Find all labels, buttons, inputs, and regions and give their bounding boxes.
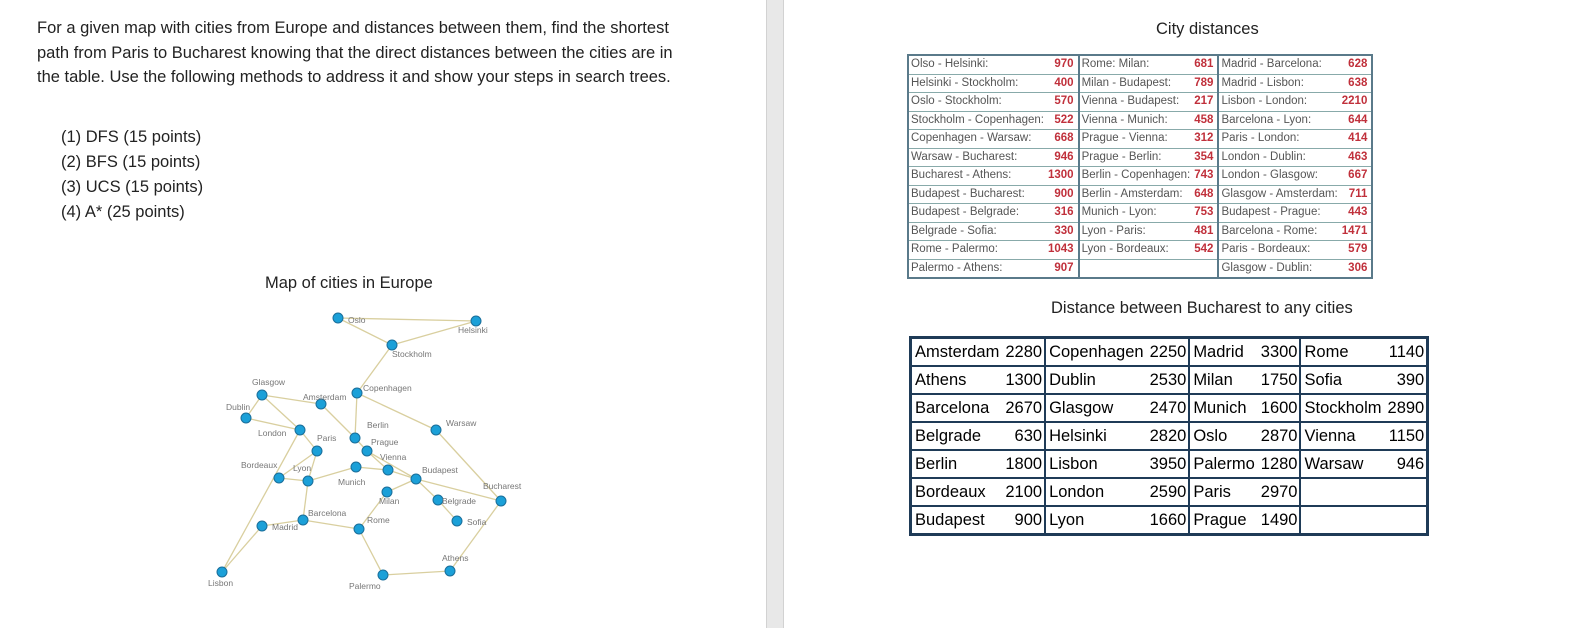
city-pair: Budapest - Belgrade: [908,204,1046,223]
page-gutter [766,0,784,628]
city-pair-distance: 463 [1340,148,1373,167]
city-name-cell: Paris [1189,478,1257,506]
city-pair-distance: 970 [1046,55,1079,74]
city-pair-distance: 907 [1046,259,1079,278]
city-pair: Barcelona - Rome: [1218,222,1339,241]
city-pair-distance: 306 [1340,259,1373,278]
map-nodes [217,313,506,580]
city-name-cell: Bordeaux [911,478,1003,506]
city-pair: Berlin - Amsterdam: [1079,185,1193,204]
city-pair: London - Dublin: [1218,148,1339,167]
city-pair: Munich - Lyon: [1079,204,1193,223]
city-label: Lisbon [208,578,234,588]
city-node [452,516,462,526]
distance-cell: 2280 [1002,338,1045,367]
distance-cell: 1750 [1258,366,1301,394]
distance-cell: 1660 [1147,506,1190,535]
city-label: Belgrade [442,496,477,506]
city-distances-title: City distances [1156,20,1259,38]
city-node [383,465,393,475]
city-label: Palermo [349,581,381,591]
city-pair-distance: 1300 [1046,167,1079,186]
bucharest-distance-row [911,506,1428,535]
city-distance-row [908,167,1372,186]
city-name-cell: Dublin [1045,366,1147,394]
city-pair: Budapest - Prague: [1218,204,1339,223]
city-label: Vienna [380,452,407,462]
city-label: Barcelona [308,508,347,518]
city-pair: Stockholm - Copenhagen: [908,111,1046,130]
city-pair-distance: 330 [1046,222,1079,241]
city-pair: Milan - Budapest: [1079,74,1193,93]
city-name-cell: Barcelona [911,394,1003,422]
city-pair: Copenhagen - Warsaw: [908,130,1046,149]
city-name-cell: Sofia [1300,366,1384,394]
city-name-cell: Berlin [911,450,1003,478]
city-node [352,388,362,398]
city-name-cell: Helsinki [1045,422,1147,450]
city-pair: Madrid - Lisbon: [1218,74,1339,93]
city-name-cell: Lisbon [1045,450,1147,478]
city-pair-distance: 681 [1192,55,1218,74]
city-label: Bucharest [483,481,522,491]
city-pair: Glasgow - Amsterdam: [1218,185,1339,204]
city-label: Athens [442,553,469,563]
city-name-cell: Amsterdam [911,338,1003,367]
city-pair: London - Glasgow: [1218,167,1339,186]
bucharest-distance-row [911,450,1428,478]
bucharest-distances-table [909,336,1429,536]
problem-statement: For a given map with cities from Europe and distances between them, find the shortest path from Paris to Bucharest knowing that the direct distances between the cities are in the table. Use the following methods to address it and show your steps in search trees. [37,19,673,86]
city-pair-distance: 316 [1046,204,1079,223]
distance-cell: 2100 [1002,478,1045,506]
city-label: Milan [379,496,400,506]
distance-cell: 946 [1385,450,1428,478]
city-label: Prague [371,437,399,447]
city-pair: Olso - Helsinki: [908,55,1046,74]
city-label: Munich [338,477,366,487]
city-label: Sofia [467,517,487,527]
city-node [241,413,251,423]
city-pair: Belgrade - Sofia: [908,222,1046,241]
city-name-cell: Glasgow [1045,394,1147,422]
city-pair-distance: 522 [1046,111,1079,130]
city-distance-row [908,55,1372,74]
city-node [217,567,227,577]
city-label: Copenhagen [363,383,412,393]
bucharest-distance-row [911,338,1428,367]
city-label: Warsaw [446,418,477,428]
distance-cell: 3300 [1258,338,1301,367]
distance-cell: 2250 [1147,338,1190,367]
distance-cell: 2890 [1385,394,1428,422]
distance-cell: 390 [1385,366,1428,394]
city-name-cell: Madrid [1189,338,1257,367]
distance-cell: 2670 [1002,394,1045,422]
city-name-cell: Prague [1189,506,1257,535]
distance-cell: 630 [1002,422,1045,450]
city-pair: Prague - Vienna: [1079,130,1193,149]
city-node [350,433,360,443]
task-list [61,125,203,225]
city-pair: Palermo - Athens: [908,259,1046,278]
distance-cell: 2590 [1147,478,1190,506]
city-node [496,496,506,506]
city-pair: Rome - Palermo: [908,241,1046,260]
city-node [431,425,441,435]
city-pair: Barcelona - Lyon: [1218,111,1339,130]
task-bfs: (2) BFS (15 points) [61,153,201,171]
city-pair-distance: 628 [1340,55,1373,74]
city-label: Lyon [293,463,312,473]
city-pair-distance: 579 [1340,241,1373,260]
map-edge [222,430,300,572]
city-pair: Helsinki - Stockholm: [908,74,1046,93]
city-pair-distance: 481 [1192,222,1218,241]
city-node [312,446,322,456]
city-node [445,566,455,576]
city-pair-distance: 711 [1340,185,1373,204]
city-label: Dublin [226,402,251,412]
city-name-cell: Milan [1189,366,1257,394]
city-pair-distance: 312 [1192,130,1218,149]
city-label: Stockholm [392,349,432,359]
city-name-cell: Vienna [1300,422,1384,450]
city-pair-distance: 217 [1192,93,1218,112]
city-name-cell: Palermo [1189,450,1257,478]
city-pair-distance [1192,259,1218,278]
city-pair: Paris - London: [1218,130,1339,149]
city-node [362,446,372,456]
left-page [0,0,766,628]
city-node [274,473,284,483]
city-label: Madrid [272,522,298,532]
distance-cell: 900 [1002,506,1045,535]
city-pair-distance: 644 [1340,111,1373,130]
city-pair-distance: 753 [1192,204,1218,223]
map-edge [222,526,262,572]
distance-cell: 2470 [1147,394,1190,422]
city-distance-row [908,111,1372,130]
distance-cell: 3950 [1147,450,1190,478]
city-distance-row [908,204,1372,223]
city-pair-distance: 414 [1340,130,1373,149]
city-label: Paris [317,433,337,443]
bucharest-distance-row [911,394,1428,422]
city-pair-distance: 400 [1046,74,1079,93]
city-pair: Bucharest - Athens: [908,167,1046,186]
city-node [303,476,313,486]
distance-cell [1385,478,1428,506]
distance-cell: 2530 [1147,366,1190,394]
city-node [298,515,308,525]
city-pair: Madrid - Barcelona: [1218,55,1339,74]
city-name-cell: Belgrade [911,422,1003,450]
map-edge [303,520,359,529]
city-name-cell: Rome [1300,338,1384,367]
city-name-cell: Warsaw [1300,450,1384,478]
city-name-cell: Copenhagen [1045,338,1147,367]
city-name-cell: Munich [1189,394,1257,422]
city-label: Oslo [348,315,366,325]
city-pair: Budapest - Bucharest: [908,185,1046,204]
city-node [257,521,267,531]
city-name-cell: Oslo [1189,422,1257,450]
map-edge [355,393,357,438]
map-title: Map of cities in Europe [265,274,433,292]
city-pair [1079,259,1193,278]
city-distance-row [908,74,1372,93]
distance-cell: 2870 [1258,422,1301,450]
city-pair: Prague - Berlin: [1079,148,1193,167]
bucharest-distance-row [911,478,1428,506]
city-distance-row [908,222,1372,241]
city-pair: Berlin - Copenhagen: [1079,167,1193,186]
city-distances-table [907,54,1373,279]
city-pair-distance: 667 [1340,167,1373,186]
city-pair-distance: 2210 [1340,93,1373,112]
city-pair: Glasgow - Dublin: [1218,259,1339,278]
city-pair: Rome: Milan: [1079,55,1193,74]
city-pair-distance: 1471 [1340,222,1373,241]
task-ucs: (3) UCS (15 points) [61,178,204,196]
bucharest-distance-row [911,366,1428,394]
city-pair: Paris - Bordeaux: [1218,241,1339,260]
city-node [333,313,343,323]
city-name-cell: Stockholm [1300,394,1384,422]
city-node [351,462,361,472]
city-pair: Oslo - Stockholm: [908,93,1046,112]
city-pair-distance: 648 [1192,185,1218,204]
city-distance-row [908,185,1372,204]
distance-cell: 2820 [1147,422,1190,450]
distance-cell: 1490 [1258,506,1301,535]
city-label: Rome [367,515,390,525]
city-pair-distance: 354 [1192,148,1218,167]
city-pair-distance: 1043 [1046,241,1079,260]
city-name-cell [1300,506,1384,535]
map-edges [222,318,501,575]
distance-cell: 1280 [1258,450,1301,478]
city-distance-row [908,130,1372,149]
city-name-cell: London [1045,478,1147,506]
distance-cell: 1800 [1002,450,1045,478]
city-distance-row [908,259,1372,278]
city-pair-distance: 789 [1192,74,1218,93]
city-name-cell: Lyon [1045,506,1147,535]
city-node [378,570,388,580]
city-label: Glasgow [252,377,286,387]
map-edge [359,529,383,575]
city-pair: Lisbon - London: [1218,93,1339,112]
bucharest-distances-title: Distance between Bucharest to any cities [1051,299,1353,317]
map-edge [383,571,450,575]
city-label: Budapest [422,465,458,475]
city-pair-distance: 946 [1046,148,1079,167]
city-name-cell: Budapest [911,506,1003,535]
city-pair-distance: 668 [1046,130,1079,149]
city-name-cell [1300,478,1384,506]
city-pair: Vienna - Munich: [1079,111,1193,130]
bucharest-distance-row [911,422,1428,450]
city-distance-row [908,241,1372,260]
city-pair-distance: 542 [1192,241,1218,260]
city-pair-distance: 443 [1340,204,1373,223]
distance-cell: 1140 [1385,338,1428,367]
city-pair: Warsaw - Bucharest: [908,148,1046,167]
city-pair-distance: 743 [1192,167,1218,186]
distance-cell: 1600 [1258,394,1301,422]
city-pair-distance: 638 [1340,74,1373,93]
city-label: Amsterdam [303,392,347,402]
city-label: Berlin [367,420,389,430]
city-label: Helsinki [458,325,488,335]
city-pair-distance: 900 [1046,185,1079,204]
city-label: Bordeaux [241,460,278,470]
city-pair: Vienna - Budapest: [1079,93,1193,112]
city-label: London [258,428,287,438]
city-pair-distance: 570 [1046,93,1079,112]
task-dfs: (1) DFS (15 points) [61,128,202,146]
distance-cell: 1300 [1002,366,1045,394]
city-node [295,425,305,435]
city-distance-row [908,148,1372,167]
city-node [411,474,421,484]
distance-cell: 1150 [1385,422,1428,450]
right-page [784,0,1579,628]
city-node [354,524,364,534]
city-node [257,390,267,400]
europe-map [200,305,522,595]
task-astar: (4) A* (25 points) [61,203,185,221]
city-pair-distance: 458 [1192,111,1218,130]
city-distance-row [908,93,1372,112]
city-pair: Lyon - Paris: [1079,222,1193,241]
city-pair: Lyon - Bordeaux: [1079,241,1193,260]
distance-cell [1385,506,1428,535]
city-name-cell: Athens [911,366,1003,394]
distance-cell: 2970 [1258,478,1301,506]
